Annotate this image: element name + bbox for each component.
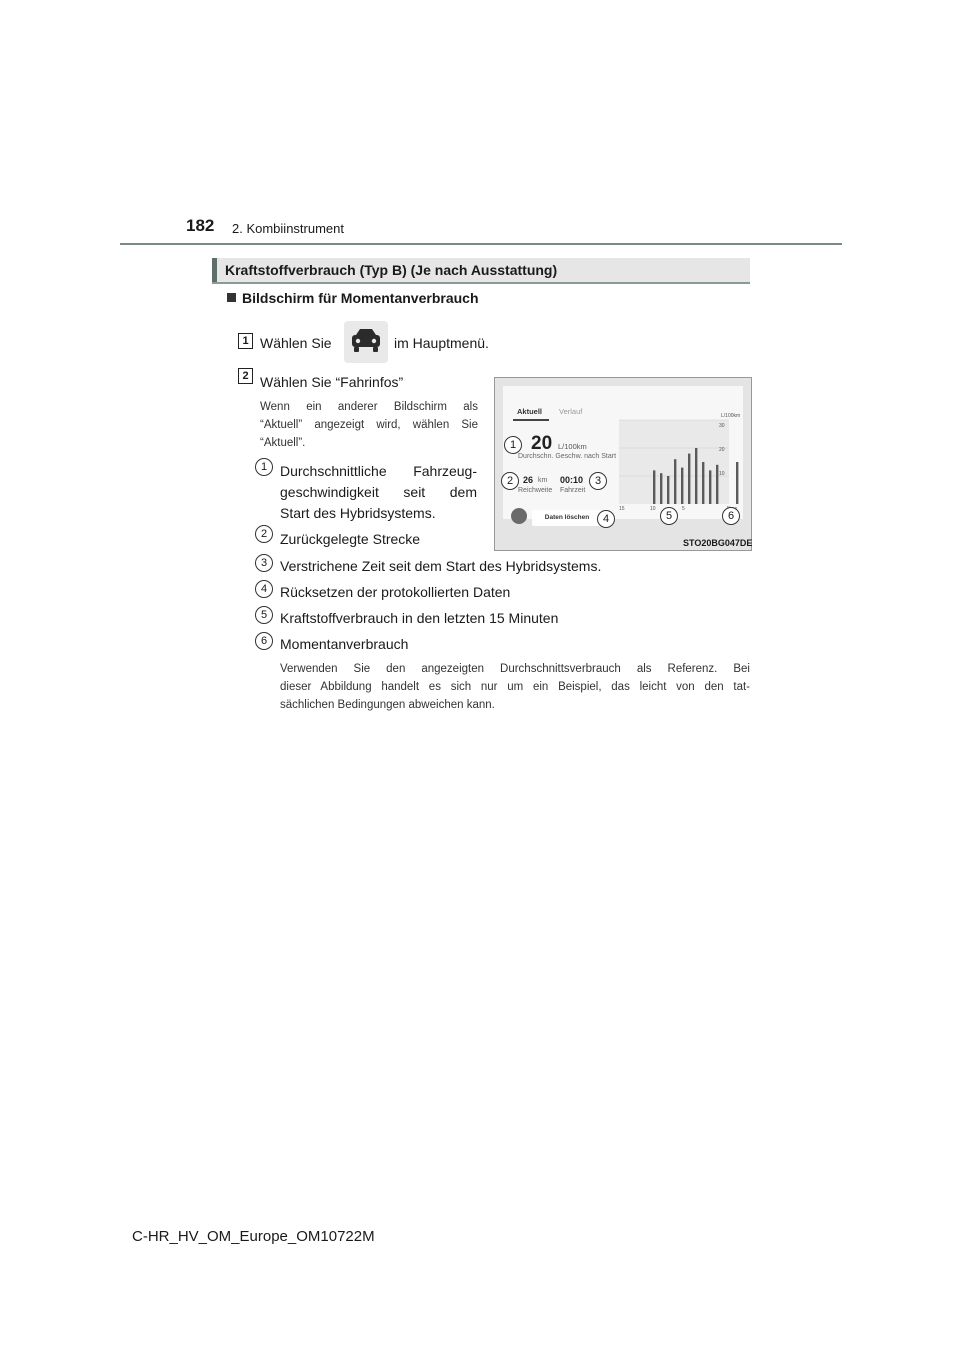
screen-callout-3: 3: [589, 472, 607, 490]
item-6-text: Momentanverbrauch: [280, 636, 409, 652]
tab-verlauf: Verlauf: [559, 407, 583, 416]
chart-bar-5: [681, 468, 683, 504]
figure-code: STO20BG047DE: [683, 538, 753, 548]
item-4-text: Rücksetzen der protokollierten Daten: [280, 584, 511, 600]
section-title: Kraftstoffverbrauch (Typ B) (Je nach Ausstattung): [225, 262, 558, 278]
page-number: 182: [186, 216, 215, 235]
square-bullet-icon: [227, 293, 236, 302]
step-2-text: Wählen Sie “Fahrinfos”: [260, 374, 404, 390]
header-divider: [120, 243, 842, 245]
x-tick-15: 15: [619, 506, 625, 512]
item-1-line-1: Durchschnittliche Fahrzeug-: [280, 463, 477, 479]
distance-value: 26: [523, 475, 534, 485]
chart-bar-2: [660, 473, 662, 504]
chart-bar-8: [702, 462, 704, 504]
step-number-1: 1: [238, 333, 253, 349]
callout-number-2: 2: [255, 525, 273, 543]
screen-callout-4: 4: [597, 510, 615, 528]
screen-callout-6: 6: [722, 507, 740, 525]
item-3-text: Verstrichene Zeit seit dem Start des Hybridsystems.: [280, 558, 602, 574]
callout-number-4: 4: [255, 580, 273, 598]
y-tick-30: 30: [719, 423, 725, 429]
distance-label: Reichweite: [518, 487, 553, 494]
chart-unit-label: L/100km: [721, 413, 741, 419]
y-tick-20: 20: [719, 447, 725, 453]
reset-data-button[interactable]: Daten löschen: [532, 510, 602, 526]
chapter-title: 2. Kombiinstrument: [232, 221, 344, 236]
x-tick-10: 10: [650, 506, 656, 512]
chart-bar-7: [695, 448, 697, 504]
item-5-text: Kraftstoffverbrauch in den letzten 15 Minuten: [280, 610, 559, 626]
average-speed-label: Durchschn. Geschw. nach Start: [518, 453, 617, 460]
item-1-line-2: geschwindigkeit seit dem: [280, 484, 477, 500]
step-number-2: 2: [238, 368, 253, 384]
item-1-text: [280, 461, 477, 524]
note-reference-line-2: dieser Abbildung handelt es sich nur um ein Beispiel, das leicht von den tat-: [280, 681, 750, 693]
average-speed-value: 20: [531, 433, 553, 454]
step-1-text-after: im Hauptmenü.: [394, 335, 489, 351]
note-reference-line-1: Verwenden Sie den angezeigten Durchschnittsverbrauch als Referenz. Bei: [280, 663, 750, 675]
item-1-line-3: Start des Hybridsystems.: [280, 505, 436, 521]
drive-time-value: 00:10: [560, 475, 584, 485]
y-tick-10: 10: [719, 471, 725, 477]
fuel-consumption-screen: [494, 377, 752, 551]
step-1-text-before: Wählen Sie: [260, 335, 332, 351]
note-aktuell-line-3: “Aktuell”.: [260, 437, 306, 449]
callout-number-1: 1: [255, 458, 273, 476]
drive-time-label: Fahrzeit: [560, 487, 586, 494]
chart-bar-current: [736, 462, 738, 504]
chart-bar-9: [709, 470, 711, 504]
chart-bar-6: [688, 454, 690, 504]
subheading: [227, 290, 479, 306]
screen-callout-2: 2: [501, 472, 519, 490]
section-heading-bar: [212, 258, 750, 284]
item-2-text: Zurückgelegte Strecke: [280, 531, 421, 547]
section-accent: [212, 258, 217, 282]
document-code: C-HR_HV_OM_Europe_OM10722M: [132, 1228, 375, 1245]
callout-number-5: 5: [255, 606, 273, 624]
callout-number-3: 3: [255, 554, 273, 572]
note-aktuell: [260, 398, 478, 452]
note-aktuell-line-2: “Aktuell” angezeigt wird, wählen Sie: [260, 419, 478, 431]
car-icon: [344, 321, 388, 363]
chart-bar-3: [667, 476, 669, 504]
screen-display: [503, 386, 743, 525]
chart-bar-4: [674, 459, 676, 504]
active-tab-indicator: [513, 419, 549, 421]
callout-number-6: 6: [255, 632, 273, 650]
chart-bar-1: [653, 470, 655, 504]
note-aktuell-line-1: Wenn ein anderer Bildschirm als: [260, 401, 478, 413]
screen-callout-5: 5: [660, 507, 678, 525]
tab-aktuell: Aktuell: [517, 407, 543, 416]
average-speed-unit: L/100km: [558, 442, 587, 451]
note-reference-line-3: sächlichen Bedingungen abweichen kann.: [280, 699, 495, 711]
microphone-icon[interactable]: [511, 508, 527, 524]
note-reference: [280, 660, 750, 714]
distance-unit: km: [538, 477, 548, 484]
screen-callout-1: 1: [504, 436, 522, 454]
subheading-text: Bildschirm für Momentanverbrauch: [242, 290, 479, 306]
x-tick-5: 5: [682, 506, 685, 512]
